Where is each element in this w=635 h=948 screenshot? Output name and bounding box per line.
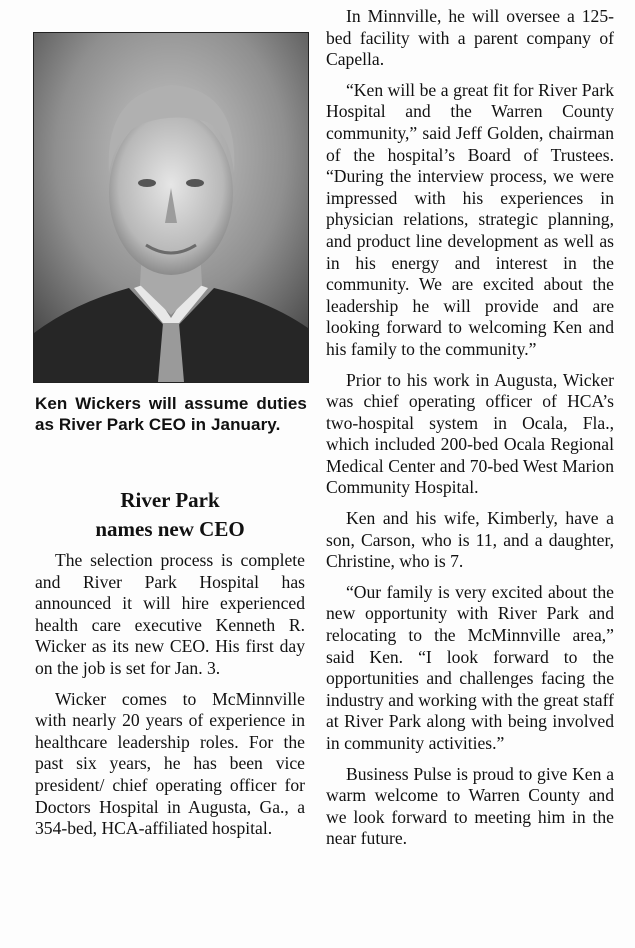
paragraph: Wicker comes to McMinnville with nearly 20 years of experience in healthcare leadership roles. For the past six years, he has been vice president/ chief operating officer for Doctors Hospital in Augusta, Ga., a 354-bed, HCA-affiliated hospital. (35, 688, 305, 839)
paragraph: “Our family is very excited about the new opportunity with River Park and relocating to the McMinnville area,” said Ken. “I look forward to the opportunities and challenges facing the industry and working with the great staff at River Park along with being involved in community activities.” (326, 581, 614, 753)
person-portrait-icon (34, 33, 308, 382)
paragraph: The selection process is complete and River Park Hospital has announced it will hire experienced health care executive Kenneth R. Wicker as its new CEO. His first day on the job is set for Jan. 3. (35, 550, 305, 678)
headshot-photo (33, 32, 309, 383)
headline-line-1: River Park (120, 488, 220, 512)
headline-line-2: names new CEO (95, 517, 245, 541)
paragraph: “Ken will be a great fit for River Park Hospital and the Warren County community,” said Jeff Golden, chairman of the hospital’s Board of Trustees. “During the interview process, we were impressed with his experiences in physician relations, strategic planning, and product line development as well as in his energy and interest in the community. We are excited about the leadership he will provide and are looking forward to welcoming Ken and his family to the community.” (326, 79, 614, 359)
article-column-right (326, 6, 614, 859)
article-headline (33, 486, 307, 544)
paragraph: In Minnville, he will oversee a 125-bed facility with a parent company of Capella. (326, 6, 614, 70)
article-column-left (35, 550, 305, 849)
paragraph: Business Pulse is proud to give Ken a warm welcome to Warren County and we look forward to meeting him in the near future. (326, 763, 614, 849)
photo-caption: Ken Wickers will assume duties as River Park CEO in January. (35, 394, 307, 434)
paragraph: Ken and his wife, Kimberly, have a son, Carson, who is 11, and a daughter, Christine, who is 7. (326, 508, 614, 572)
paragraph: Prior to his work in Augusta, Wicker was chief operating officer of HCA’s two-hospital system in Ocala, Fla., which included 200-bed Ocala Regional Medical Center and 70-bed West Marion Community Hospital. (326, 369, 614, 498)
